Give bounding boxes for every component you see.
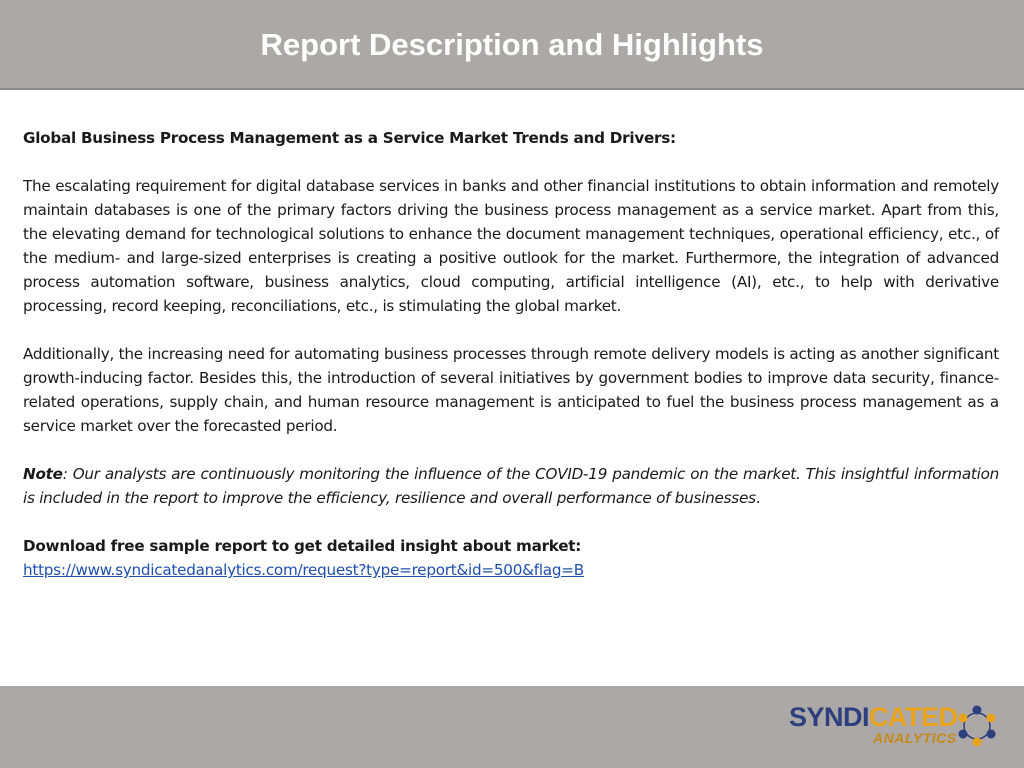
logo-wordmark: SYNDICATED	[789, 702, 958, 732]
section-heading: Global Business Process Management as a Service Market Trends and Drivers:	[23, 129, 676, 147]
note-paragraph	[23, 462, 999, 510]
molecule-logo-icon	[955, 704, 999, 748]
paragraph-growth: Additionally, the increasing need for automating business processes through remote delivery models is acting as another significant growth-inducing factor. Besides this, the introduction of several initiatives by government bodies to improve data security, finance-related operations, supply chain, and human resource management is anticipated to fuel the business process management as a service market over the forecasted period.	[23, 345, 999, 435]
syndicated-analytics-logo	[789, 700, 999, 760]
download-heading: Download free sample report to get detailed insight about market:	[23, 537, 582, 555]
note-text: : Our analysts are continuously monitoring the influence of the COVID-19 pandemic on the market. This insightful information is included in the report to improve the efficiency, resilience and overall performance of businesses	[23, 465, 999, 507]
note-label: Note	[23, 465, 63, 483]
download-link[interactable]: https://www.syndicatedanalytics.com/request?type=report&id=500&flag=B	[23, 561, 584, 579]
download-section	[23, 534, 999, 582]
note-period: .	[755, 489, 761, 507]
page-title: Report Description and Highlights	[260, 27, 764, 62]
header-bar	[0, 0, 1024, 90]
footer-bar	[0, 686, 1024, 768]
logo-subtitle: ANALYTICS	[873, 730, 957, 746]
report-content	[23, 126, 999, 582]
paragraph-drivers: The escalating requirement for digital database services in banks and other financial institutions to obtain information and remotely maintain databases is one of the primary factors driving the business process management as a service market. Apart from this, the elevating demand for technological solutions to enhance the document management techniques, operational efficiency, etc., of the medium- and large-sized enterprises is creating a positive outlook for the market. Furthermore, the integration of advanced process automation software, business analytics, cloud computing, artificial intelligence (AI), etc., to help with derivative processing, record keeping, reconciliations, etc., is stimulating the global market.	[23, 177, 999, 315]
